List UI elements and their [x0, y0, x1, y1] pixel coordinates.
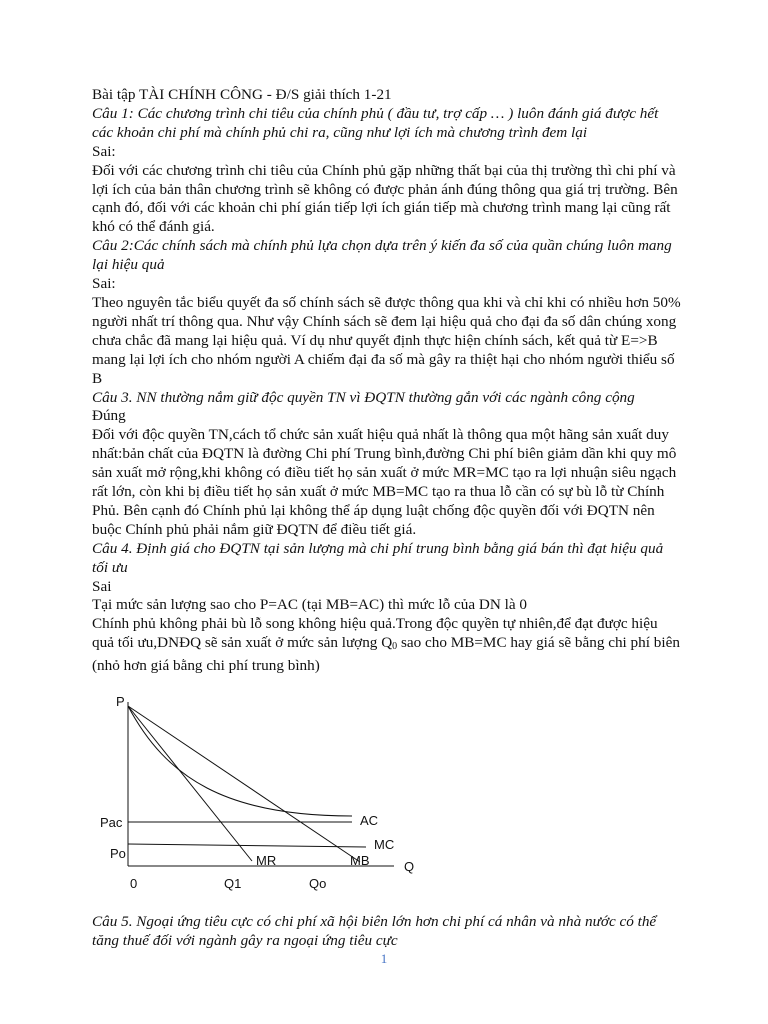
origin-label: 0 — [130, 876, 138, 891]
diagram-svg — [96, 688, 426, 894]
mc-label: MC — [374, 837, 395, 852]
verdict-4: Sai — [92, 577, 112, 595]
question-4: Câu 4. Định giá cho ĐQTN tại sản lượng mà chi phí trung bình bằng giá bán thì đạt hiệu quả tối ưu — [92, 539, 664, 576]
mb-line — [128, 706, 360, 862]
pac-label: Pac — [100, 815, 123, 830]
explanation-4-text-b: sao cho MB=MC hay giá sẽ bằng chi phí biên (nhỏ hơn giá bằng chi phí trung bình) — [92, 634, 680, 675]
question-1: Câu 1: Các chương trình chi tiêu của chính phủ ( đầu tư, trợ cấp … ) luôn đánh giá được hết các khoản chi phí mà chính phủ chi ra, cũng như lợi ích mà chương trình đem lại — [92, 104, 659, 141]
ac-label: AC — [360, 813, 379, 828]
mb-label: MB — [350, 853, 370, 868]
mc-line — [128, 844, 366, 847]
document-title: Bài tập TÀI CHÍNH CÔNG - Đ/S giải thích 1-21 — [92, 86, 392, 103]
mr-label: MR — [256, 853, 277, 868]
verdict-1: Sai: — [92, 142, 116, 160]
question-3: Câu 3. NN thường nắm giữ độc quyền TN vì ĐQTN thường gắn với các ngành công cộng — [92, 388, 635, 406]
explanation-4-line-2 — [92, 615, 682, 676]
explanation-4-line-1: Tại mức sản lượng sao cho P=AC (tại MB=AC) thì mức lỗ của DN là 0 — [92, 596, 527, 614]
explanation-4-text-a: Chính phủ không phải bù lỗ song không hiệu quả.Trong độc quyền tự nhiên,để đạt được hiệu quả tối ưu,DNĐQ sẽ sản xuất ở mức sản lượng Q — [92, 615, 658, 652]
qo-label: Qo — [309, 876, 327, 891]
verdict-2: Sai: — [92, 275, 116, 293]
subscript-zero: 0 — [392, 641, 398, 653]
page-number: 1 — [380, 951, 388, 966]
mr-line — [128, 706, 252, 861]
y-axis-label: P — [116, 694, 125, 709]
question-5: Câu 5. Ngoại ứng tiêu cực có chi phí xã hội biên lớn hơn chi phí cá nhân và nhà nước có thể tăng thuế đối với ngành gây ra ngoại ứng tiêu cực — [92, 913, 657, 950]
body-text — [92, 86, 682, 676]
explanation-3: Đối với độc quyền TN,cách tổ chức sản xuất hiệu quả nhất là thông qua một hãng sản xuất duy nhất:bản chất của ĐQTN là đường Chi phí Trung bình,đường Chi phí biên giảm dần khi quy mô sản xuất mở rộng,khi không có điều tiết họ sản xuất ở mức MR=MC tạo ra lợi nhuận siêu ngạch rất lớn, còn khi bị điều tiết họ sản xuất ở mức MB=MC tạo ra thua lỗ cần có sự bù lỗ từ Chính Phủ. Bên cạnh đó Chính phủ lại không thể áp dụng luật chống độc quyền đối với ĐQTN nên buộc Chính phủ phải nắm giữ ĐQTN để điều tiết giá. — [92, 426, 677, 538]
explanation-2: Theo nguyên tắc biểu quyết đa số chính sách sẽ được thông qua khi và chỉ khi có nhiều hơn 50% người nhất trí thông qua. Như vậy Chính sách sẽ đem lại hiệu quả cho đại đa số dân chúng xong chưa chắc đã mang lại hiệu quả. Ví dụ như quyết định thực hiện chính sách, kết quả từ E=>B mang lại lợi ích cho nhóm người A chiếm đại đa số mà gây ra thiệt hại cho nhóm người thiểu số B — [92, 293, 681, 387]
monopoly-diagram — [96, 688, 426, 894]
po-label: Po — [110, 846, 126, 861]
explanation-1: Đối với các chương trình chi tiêu của Chính phủ gặp những thất bại của thị trường thì chi phí và lợi ích của bản thân chương trình sẽ không có được phản ánh đúng thông qua giá trị trường. Bên cạnh đó, đối với các khoản chi phí gián tiếp lợi ích gián tiếp mà chương trình mang lại cũng rất khó có thể đánh giá. — [92, 161, 678, 236]
q1-label: Q1 — [224, 876, 242, 891]
verdict-3: Đúng — [92, 407, 126, 425]
ac-curve — [128, 706, 352, 816]
x-axis-label: Q — [404, 859, 415, 874]
question-2: Câu 2:Các chính sách mà chính phủ lựa chọn dựa trên ý kiến đa số của quần chúng luôn mang lại hiệu quả — [92, 237, 672, 274]
